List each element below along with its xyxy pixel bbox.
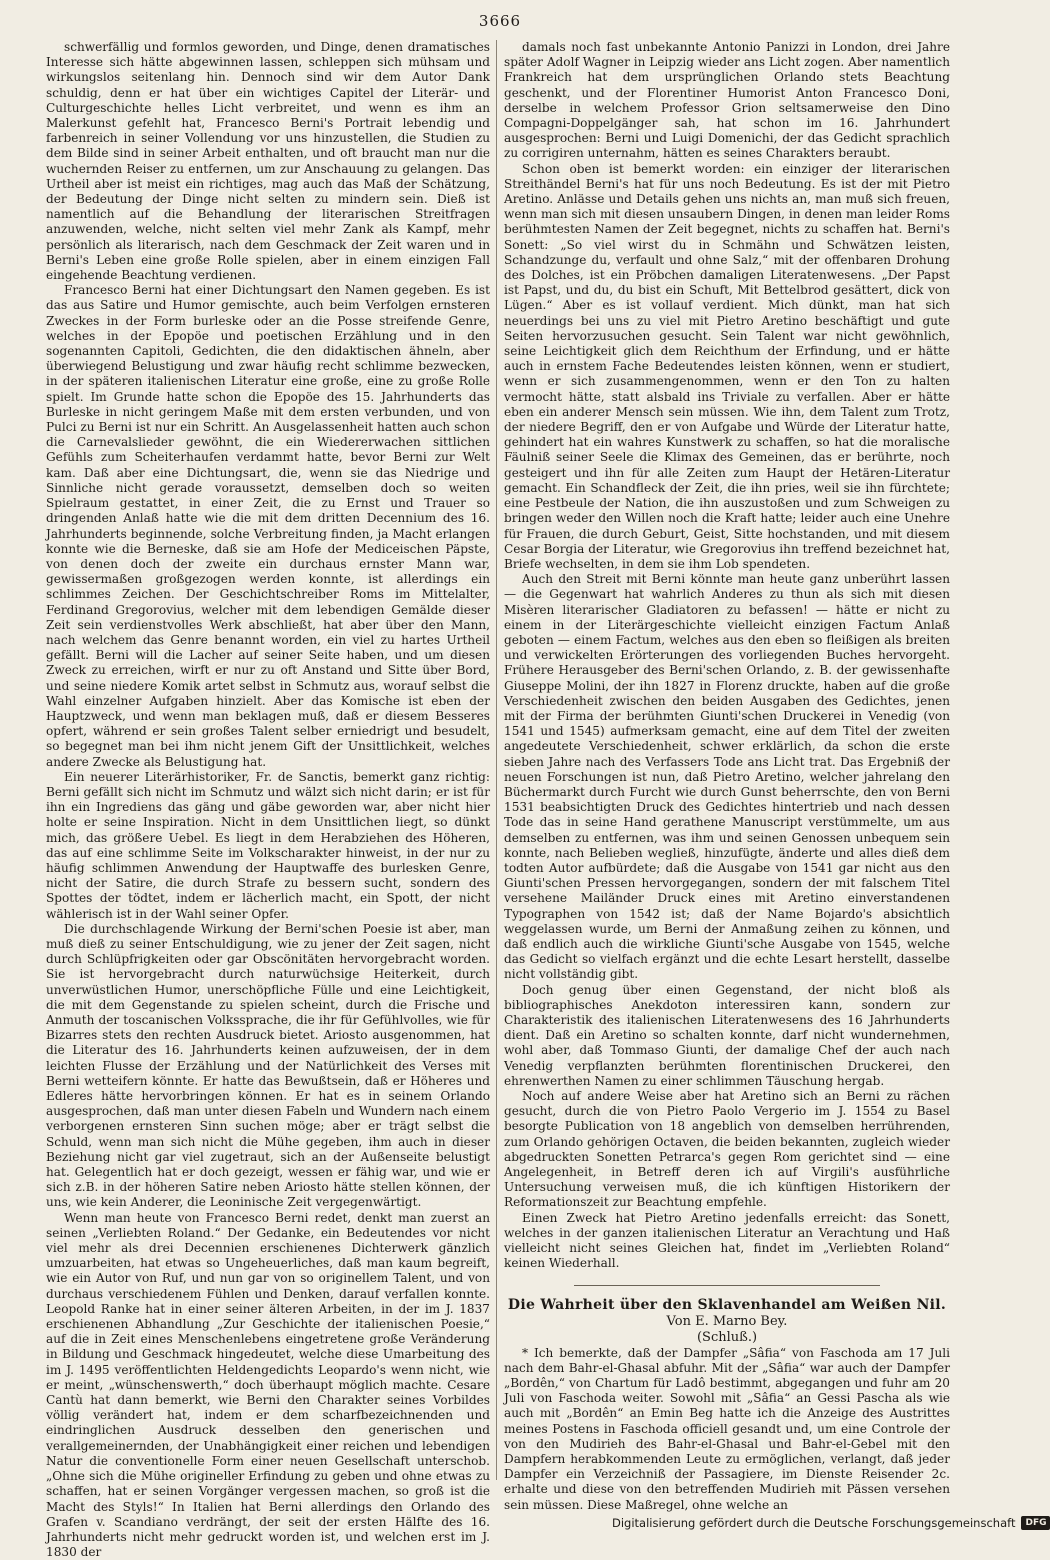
paragraph: Wenn man heute von Francesco Berni redet, denkt man zuerst an seinen „Verliebten Roland.“ Der Gedanke, ein Bedeutendes vor nicht viel mehr als drei Decennien erschienenes Dichterwerk gänzlich umzuarbeiten, hat etwas so Ungeheuerliches, daß man kaum begreift, wie ein Autor von Ruf, und nun gar von so originellem Talent, und von durchaus verschiedenem Fühlen und Denken, darauf verfallen konnte. Leopold Ranke hat in einer seiner älteren Arbeiten, in der im J. 1837 erschienenen Abhandlung „Zur Geschichte der italienischen Poesie,“ auf die in Zeit eines Menschenlebens eingetretene große Veränderung in Bildung und Geschmack hingedeutet, welche diese Umarbeitung des im J. 1495 veröffentlichten Heldengedichts Leopardo's wenn nicht, wie er meint, „wünschenswerth,“ doch überhaupt möglich machte. Cesare Cantù hat dann bemerkt, wie Berni den Charakter seines Vorbildes völlig verändert hat, indem er dem scharfbezeichnenden und eindringlichen Ausdruck desselben den generischen und verallgemeinernden, der Unabhängigkeit einer reichen und lebendigen Natur die conventionelle Form einer neuen Gesellschaft unterschob. „Ohne sich die Mühe origineller Erfindung zu geben und ohne etwas zu schaffen, hat er seinen Vorgänger vergessen machen, so groß ist die Macht des Styls!“ In Italien hat Berni allerdings den Orlando des Grafen v. Scandiano verdrängt, der seit der ersten Hälfte des 16. Jahrhunderts nicht mehr gedruckt worden ist, und welchen erst im J. 1830 der [46,1210,490,1560]
left-column [46,40,490,1560]
page-number: 3666 [478,12,522,30]
paragraph: Francesco Berni hat einer Dichtungsart den Namen gegeben. Es ist das aus Satire und Humor gemischte, auch beim Verfolgen ernsteren Zweckes in der Form burleske oder an die Posse streifende Genre, welches in der Epopöe und poetischen Erzählung und in den sogenannten Capitoli, Gedichten, die den didaktischen ähneln, aber überwiegend Belustigung und zwar häufig recht schlimme bezwecken, in der späteren italienischen Literatur eine große, eine zu große Rolle spielt. Im Grunde hatte schon die Epopöe des 15. Jahrhunderts das Burleske in nicht geringem Maße mit dem ersten verbunden, und von Pulci zu Berni ist nur ein Schritt. An Ausgelassenheit hatten auch schon die Carnevalslieder gewöhnt, die ein Wiedererwachen sittlichen Gefühls zum Scheiterhaufen verdammt hatte, bevor Berni zur Welt kam. Daß aber eine Dichtungsart, die, wenn sie das Niedrige und Sinnliche nicht gerade voraussetzt, demselben doch so weiten Spielraum gestattet, in einer Zeit, die zu Ernst und Trauer so dringenden Anlaß hatte wie die mit dem dritten Decennium des 16. Jahrhunderts beginnende, solche Verbreitung finden, ja Macht erlangen konnte wie die Berneske, daß sie am Hofe der Mediceischen Päpste, von denen doch der zweite ein durchaus ernster Mann war, gewissermaßen großgezogen werden konnte, ist allerdings ein schlimmes Zeichen. Der Geschichtschreiber Roms im Mittelalter, Ferdinand Gregorovius, welcher mit dem lebendigen Gemälde dieser Zeit sein verdienstvolles Werk abschließt, hat aber über den Mann, nach welchem das Genre benannt worden, ein viel zu hartes Urtheil gefällt. Berni will die Lacher auf seiner Seite haben, und um diesen Zweck zu erreichen, wirft er nur zu oft Anstand und Sitte über Bord, und seine niedere Komik artet selbst in Schmutz aus, worauf selbst die Wahl einzelner Aufgaben hinzielt. Aber das Komische ist eben der Hauptzweck, und wenn man beklagen muß, daß er diesem Besseres opfert, während er sein großes Talent selber erniedrigt und besudelt, so begegnet man bei ihm nicht jenem Gift der Unsittlichkeit, welches andere Zwecke als Belustigung hat. [46,283,490,769]
paragraph: Auch den Streit mit Berni könnte man heute ganz unberührt lassen — die Gegenwart hat wahrlich Anderes zu thun als sich mit diesen Misèren literarischer Gladiatoren zu befassen! — hätte er nicht zu einem in der Literärgeschichte vielleicht einzigen Factum Anlaß geboten — einem Factum, welches aus den eben so fleißigen als breiten und verwickelten Erörterungen des vorliegenden Buches hervorgeht. Frühere Herausgeber des Berni'schen Orlando, z. B. der gewissenhafte Giuseppe Molini, der ihn 1827 in Florenz druckte, haben auf die große Verschiedenheit zwischen den beiden Ausgaben des Gedichtes, jenen mit der Firma der berühmten Giunti'schen Druckerei in Venedig (von 1541 und 1545) aufmerksam gemacht, eine auf dem Titel der zweiten angedeutete Verschiedenheit, schwer erklärlich, da schon die erste sieben Jahre nach des Verfassers Tode ans Licht trat. Das Ergebniß der neuen Forschungen ist nun, daß Pietro Aretino, welcher jahrelang den Büchermarkt durch Furcht wie durch Gunst beherrschte, den von Berni 1531 beabsichtigten Druck des Gedichtes hintertrieb und nach dessen Tode das in seine Hand gerathene Manuscript verstümmelte, um aus demselben zu entfernen, was ihm und seinen Genossen unbequem sein konnte, nach Belieben wegließ, hinzufügte, änderte und alles dieß dem todten Autor aufbürdete; daß die Ausgabe von 1541 gar nicht aus den Giunti'schen Pressen hervorgegangen, sondern der mit falschem Titel versehene Mailänder Druck eines mit Aretino einverstandenen Typographen von 1542 ist; daß der Name Bojardo's absichtlich weggelassen wurde, um Berni der Anmaßung zeihen zu können, und daß endlich auch die wirkliche Giunti'sche Ausgabe von 1545, welche das Gedicht so vielfach ergänzt und die echte Lesart herstellt, dasselbe nicht vollständig gibt. [504,572,950,982]
paragraph: * Ich bemerkte, daß der Dampfer „Sâfia“ von Faschoda am 17 Juli nach dem Bahr-el-Ghasal abfuhr. Mit der „Sâfia“ war auch der Dampfer „Bordên,“ von Chartum für Ladô bestimmt, abgegangen und fuhr am 20 Juli von Faschoda weiter. Sowohl mit „Sâfia“ an Gessi Pascha als wie auch mit „Bordên“ an Emin Beg hatte ich die Anzeige des Austrittes meines Postens in Faschoda officiell gesandt und, um eine Controle der von den Mudirieh des Bahr-el-Ghasal und Bahr-el-Gebel mit den Dampfern herabkommenden Leute zu ermöglichen, verlangt, daß jeder Dampfer ein Verzeichniß der Passagiere, im Dienste Reisender 2c. erhalte und diese von den betreffenden Mudirieh mit Pässen versehen sein müssen. Diese Maßregel, ohne welche an [504,1345,950,1512]
column-divider [496,40,497,1480]
article-subline: (Schluß.) [696,1329,758,1345]
article-byline: Von E. Marno Bey. [666,1313,788,1329]
paragraph: damals noch fast unbekannte Antonio Panizzi in London, drei Jahre später Adolf Wagner in Leipzig wieder ans Licht zogen. Aber namentlich Frankreich hat dem ursprünglichen Orlando stets Beachtung geschenkt, und der Florentiner Humorist Anton Francesco Doni, derselbe in welchem Professor Grion seltsamerweise den Dino Compagni-Doppelgänger sah, hat schon im 16. Jahrhundert ausgesprochen: Berni und Luigi Domenichi, der das Gedicht sprachlich zu corrigiren unternahm, hätten es seines Charakters beraubt. [504,40,950,161]
right-column [504,40,950,1512]
paragraph: Doch genug über einen Gegenstand, der nicht bloß als bibliographisches Anekdoton interessiren kann, sondern zur Charakteristik des italienischen Literatenwesens des 16 Jahrhunderts dient. Daß ein Aretino so schalten konnte, darf nicht wundernehmen, wohl aber, daß Tommaso Giunti, der damalige Chef der auch nach Venedig verpflanzten berühmten florentinischen Druckerei, den ehrenwerthen Namen zu einer schlimmen Täuschung hergab. [504,982,950,1088]
article-separator [574,1285,880,1286]
paragraph: schwerfällig und formlos geworden, und Dinge, denen dramatisches Interesse sich hätte abgewinnen lassen, schleppen sich mühsam und wirkungslos seitenlang hin. Dennoch sind wir dem Autor Dank schuldig, denn er hat über ein wichtiges Capitel der Literär- und Culturgeschichte helles Licht verbreitet, und wenn es ihm an Malerkunst gefehlt hat, Francesco Berni's Portrait lebendig und farbenreich in seiner Vollendung vor uns hinzustellen, die Studien zu dem Bilde sind in seiner Arbeit enthalten, und oft braucht man nur die wuchernden Reiser zu entfernen, um zur Anschauung zu gelangen. Das Urtheil aber ist meist ein richtiges, mag auch das Maß der Schätzung, der Bedeutung der Dinge nicht selten zu mindern sein. Dieß ist namentlich auf die Behandlung der literarischen Streitfragen anzuwenden, welche, nicht selten viel mehr Zank als Kampf, mehr persönlich als literarisch, nach dem Geschmack der Zeit waren und in Berni's Leben eine große Rolle spielen, aber in einem einzigen Fall eingehende Beachtung verdienen. [46,40,490,283]
footer-text: Digitalisierung gefördert durch die Deutsche Forschungsgemeinschaft [612,1516,1016,1530]
paragraph: Einen Zweck hat Pietro Aretino jedenfalls erreicht: das Sonett, welches in der ganzen italienischen Literatur an Verachtung und Haß vielleicht nicht seines Gleichen hat, findet im „Verliebten Roland“ keinen Wiederhall. [504,1210,950,1271]
article-headline: Die Wahrheit über den Sklavenhandel am Weißen Nil. [507,1297,947,1314]
digitization-footer [612,1516,1047,1530]
paragraph: Die durchschlagende Wirkung der Berni'schen Poesie ist aber, man muß dieß zu seiner Entschuldigung, wie zu jener der Zeit sagen, nicht durch Schlüpfrigkeiten oder gar Obscönitäten hervorgebracht worden. Sie ist hervorgebracht durch naturwüchsige Heiterkeit, durch unverwüstlichen Humor, unerschöpfliche Fülle und eine Leichtigkeit, die mit dem Gegenstande zu spielen scheint, durch die Frische und Anmuth der toscanischen Volkssprache, die ihr für Gefühlvolles, wie für Bizarres stets den rechten Ausdruck bietet. Ariosto ausgenommen, hat die Literatur des 16. Jahrhunderts keinen aufzuweisen, der in dem leichten Flusse der Erzählung und der Natürlichkeit des Verses mit Berni wetteifern könnte. Er hatte das Bewußtsein, daß er Höheres und Edleres hätte hervorbringen können. Er hat es in seinem Orlando ausgesprochen, daß man unter diesen Fabeln und Wundern nach einem verborgenen ernsteren Sinn suchen möge; aber er trägt selbst die Schuld, wenn man sich nicht die Mühe gegeben, ihm auch in dieser Beziehung nicht gar viel zugetraut, sich an der Außenseite belustigt hat. Gelegentlich hat er doch gezeigt, wessen er fähig war, und wie er sich z.B. in der höheren Satire neben Ariosto hätte stellen können, der uns, wie kein Anderer, die Leoninische Zeit vergegenwärtigt. [46,921,490,1210]
paragraph: Schon oben ist bemerkt worden: ein einziger der literarischen Streithändel Berni's hat für uns noch Bedeutung. Es ist der mit Pietro Aretino. Anlässe und Details gehen uns nichts an, man muß sich freuen, wenn man sich mit diesen unsaubern Dingen, in denen man leider Roms berühmtesten Namen der Zeit begegnet, nichts zu schaffen hat. Berni's Sonett: „So viel wirst du in Schmähn und Schwätzen leisten, Schandzunge du, verfault und ohne Salz,“ mit der offenbaren Drohung des Dolches, ist ein Pröbchen damaligen Literatenwesens. „Der Papst ist Papst, und du, du bist ein Schuft, Mit Bettelbrod gesättert, dick von Lügen.“ Aber es ist vollauf verdient. Mich dünkt, man hat sich neuerdings bei uns zu viel mit Pietro Aretino beschäftigt und gute Seiten hervorzusuchen gesucht. Sein Talent war nicht gewöhnlich, seine Leichtigkeit glich dem Reichthum der Erfindung, und er hätte auch in ernstem Fache Bedeutendes leisten können, wenn er studiert, wenn er sich zusammengenommen, wenn er den Ton zu halten vermocht hätte, statt alsbald ins Triviale zu verfallen. Aber er hätte eben ein anderer Mensch sein müssen. Wie ihn, dem Talent zum Trotz, der niedere Begriff, den er von Aufgabe und Würde der Literatur hatte, gehindert hat ein wahres Kunstwerk zu schaffen, so hat die moralische Fäulniß seiner Seele die Klimax des Gemeinen, das er berührte, noch gesteigert und ihn für alle Zeiten zum Haupt der Hetären-Literatur gemacht. Ein Schandfleck der Zeit, die ihn pries, weil sie ihn fürchtete; eine Pestbeule der Nation, die ihn auszustoßen und zum Schweigen zu bringen weder den Willen noch die Kraft hatte; leider auch eine Unehre für Frauen, die durch Geburt, Geist, Sitte hochstanden, und mit diesem Cesar Borgia der Literatur, wie Gregorovius ihn treffend bezeichnet hat, Briefe wechselten, in dem sie ihm Lob spendeten. [504,161,950,571]
paragraph: Noch auf andere Weise aber hat Aretino sich an Berni zu rächen gesucht, durch die von Pietro Paolo Vergerio im J. 1554 zu Basel besorgte Publication von 18 angeblich von demselben herrührenden, zum Orlando gehörigen Octaven, die beiden bekannten, zugleich wieder abgedruckten Sonetten Petrarca's gegen Rom gerichtet sind — eine Angelegenheit, in Betreff deren ich auf Virgili's ausführliche Untersuchung verweisen muß, die ich künftigen Historikern der Reformationszeit zur Beachtung empfehle. [504,1089,950,1210]
dfg-logo-icon: DFG [1021,1516,1050,1530]
paragraph: Ein neuerer Literärhistoriker, Fr. de Sanctis, bemerkt ganz richtig: Berni gefällt sich nicht im Schmutz und wälzt sich nicht darin; er ist für ihn ein Ingrediens das gäng und gäbe geworden war, aber nicht hier holte er seine Inspiration. Nicht in dem Unsittlichen liegt, so dünkt mich, das größere Uebel. Es liegt in dem Herabziehen des Höheren, das auf eine schlimme Seite im Volkscharakter hinweist, in der nur zu häufig schlimmen Anwendung der Hauptwaffe des burlesken Genre, nicht der Satire, die durch Strafe zu bessern sucht, sondern des Spottes der tödtet, indem er lächerlich macht, ein Spott, der nicht wählerisch ist in der Wahl seiner Opfer. [46,769,490,921]
